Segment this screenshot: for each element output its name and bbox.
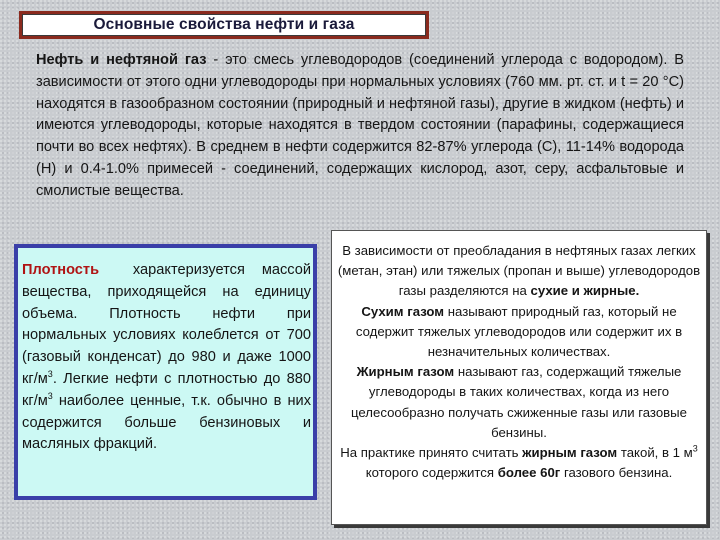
practice-text-b: такой, в 1 м [617,445,693,461]
density-term: Плотность [22,262,100,278]
fat-gas-definition [336,362,702,443]
gas-intro [336,241,702,302]
slide-title: Основные свойства нефти и газа [93,16,355,33]
practice-bold-a: жирным газом [522,445,618,461]
dry-gas-definition [336,302,702,363]
practice-bold-b: более 60г [497,465,561,481]
gas-paragraph [336,241,702,483]
density-box [14,244,317,500]
practice-note [336,443,702,483]
density-sup-2: 3 [47,390,53,401]
gas-intro-bold: сухие и жирные. [530,283,640,299]
intro-term: Нефть и нефтяной газ [36,52,207,68]
intro-paragraph [36,50,684,203]
density-text-3: наиболее ценные, т.к. обычно в них содержится больше бензиновых и масляных фракций. [22,392,311,453]
practice-sup: 3 [692,443,698,454]
density-paragraph [22,260,316,456]
density-text-1: характеризуется массой вещества, приходящейся на единицу объема. Плотность нефти при нормальных условиях колеблется от 700 (газовый конденсат) до 980 и даже 1000 кг/м [22,262,316,387]
fat-gas-text: называют газ, содержащий тяжелые углеводороды в таких количествах, когда из него целесообразно получать сжиженные газы или газовые бензины. [351,364,687,440]
gas-intro-text: В зависимости от преобладания в нефтяных газах легких (метан, этан) или тяжелых (пропан и выше) углеводородов газы разделяются на [337,243,701,299]
gas-box [331,230,707,525]
intro-text: - это смесь углеводородов (соединений углерода с водородом). В зависимости от этого одни углеводороды при нормальных условиях (760 мм. рт. ст. и t = 20 °С) находятся в газообразном состоянии (природный и нефтяной газы), другие в жидком (нефть) и имеются углеводороды, которые находятся в твердом состоянии (парафины, содержащиеся почти во всех нефтях). В среднем в нефти содержится 82-87% углерода (С), 11-14% водорода (Н) и 0.4-1.0% примесей - соединений, содержащих кислород, азот, серу, асфальтовые и смолистые вещества. [36,52,684,199]
practice-text-c: которого содержится [365,445,702,481]
dry-gas-term: Сухим газом [361,303,445,319]
dry-gas-text: называют природный газ, который не содержит тяжелых углеводородов или содержит их в незначительных количествах. [355,303,683,360]
density-sup-1: 3 [47,369,53,380]
practice-text-a: На практике принято считать [340,445,523,461]
density-text-2: . Легкие нефти с плотностью до 880 кг/м [22,370,311,409]
fat-gas-term: Жирным газом [356,364,455,380]
title-box [19,11,429,39]
practice-text-d: газового бензина. [560,465,673,481]
